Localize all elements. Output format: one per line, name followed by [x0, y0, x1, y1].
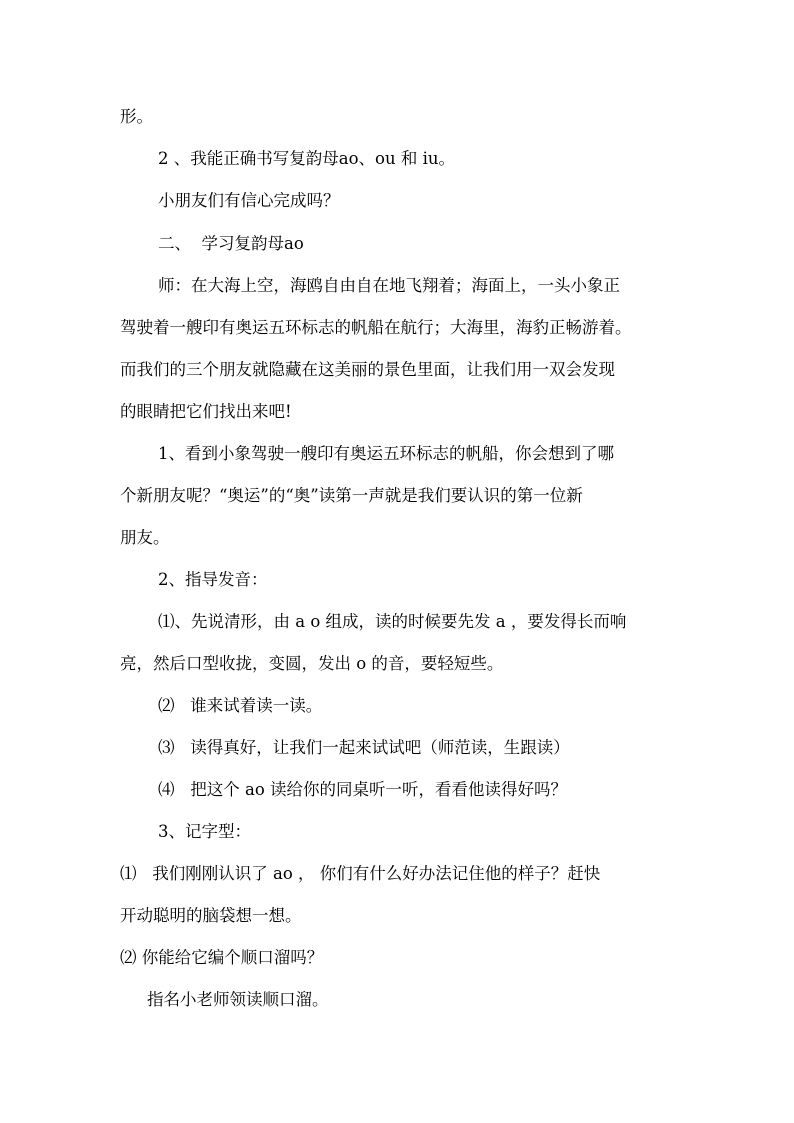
text-line: ⑵ 谁来试着读一读。: [158, 696, 323, 715]
text-line: ⑶ 读得真好，让我们一起来试试吧（师范读，生跟读）: [158, 738, 570, 757]
text-line: 形。: [120, 107, 153, 126]
text-line: 个新朋友呢？“奥运”的“奥”读第一声就是我们要认识的第一位新: [120, 486, 583, 505]
text-line: 的眼睛把它们找出来吧!: [120, 402, 292, 421]
section-heading: 二、 学习复韵母ao: [158, 234, 304, 253]
text-line: 指名小老师领读顺口溜。: [147, 990, 329, 1009]
text-line: 而我们的三个朋友就隐藏在这美丽的景色里面，让我们用一双会发现: [120, 360, 615, 379]
text-line: 朋友。: [120, 528, 170, 547]
text-line: 2 、我能正确书写复韵母ao、ou 和 iu。: [158, 149, 455, 168]
text-line: 3、记字型：: [158, 822, 251, 841]
text-line: 驾驶着一艘印有奥运五环标志的帆船在航行；大海里，海豹正畅游着。: [120, 318, 632, 337]
text-line: 师：在大海上空，海鸥自由自在地飞翔着；海面上，一头小象正: [158, 276, 620, 295]
text-line: ⑴ 我们刚刚认识了 ao ， 你们有什么好办法记住他的样子？赶快: [120, 864, 601, 883]
text-line: 2、指导发音：: [158, 570, 268, 589]
text-line: ⑴、先说清形，由 a o 组成，读的时候要先发 a ，要发得长而响: [158, 612, 627, 631]
text-line: 开动聪明的脑袋想一想。: [120, 906, 302, 925]
text-line: ⑷ 把这个 ao 读给你的同桌听一听，看看他读得好吗？: [158, 780, 567, 799]
text-line: 1、看到小象驾驶一艘印有奥运五环标志的帆船，你会想到了哪: [158, 444, 614, 463]
text-line: ⑵ 你能给它编个顺口溜吗？: [120, 948, 324, 967]
text-line: 小朋友们有信心完成吗？: [158, 191, 340, 210]
text-line: 亮，然后口型收拢，变圆，发出 o 的音，要轻短些。: [120, 654, 504, 673]
